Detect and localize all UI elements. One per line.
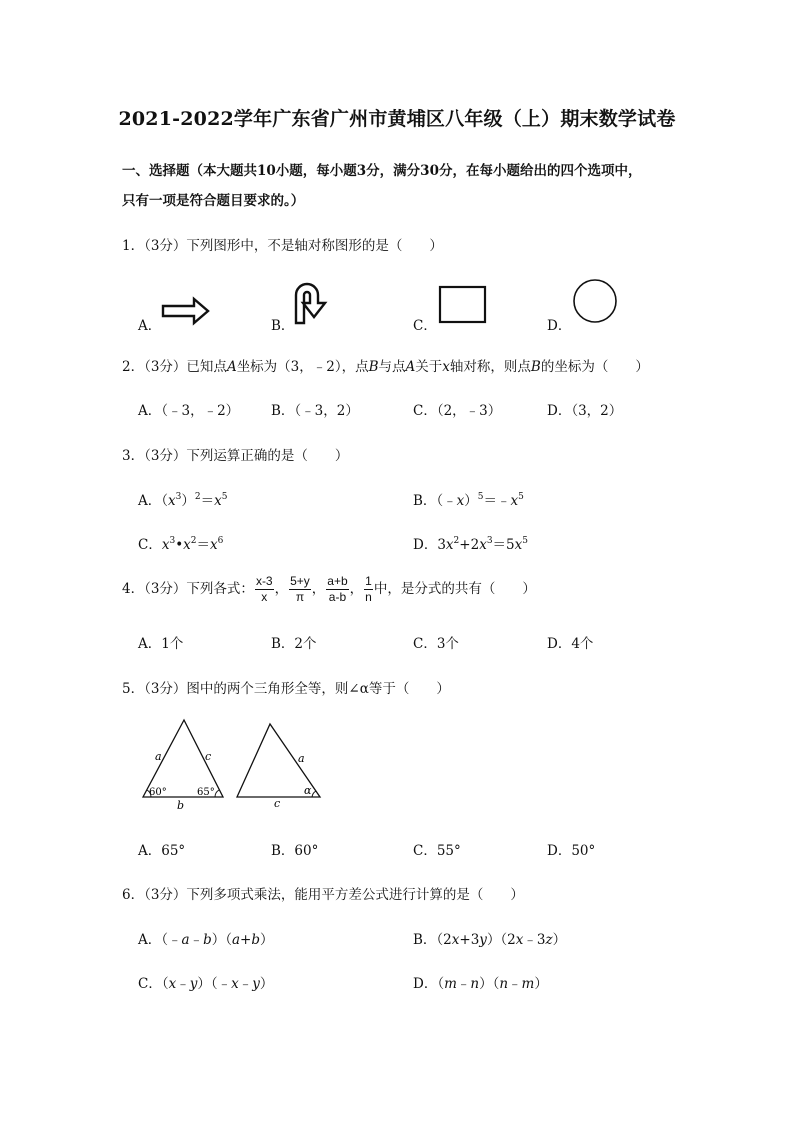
fraction-4: $\frac{1}{n}$	[365, 574, 372, 604]
rectangle-icon	[437, 284, 489, 326]
q3-option-c: C．$x^3•x^2=x^6$	[138, 536, 224, 553]
tri1-side-b: b	[177, 799, 185, 812]
circle-icon	[570, 277, 620, 327]
q2-option-a: A．（﹣3，﹣2）	[138, 403, 240, 419]
fraction-3: $\frac{a+b}{a-b}$	[327, 574, 348, 604]
q6-option-b: B．（2x+3y）（2x﹣3z）	[413, 932, 567, 948]
q4-option-d: D．4个	[547, 636, 594, 652]
q5-option-d: D．50°	[547, 843, 596, 859]
q2-option-d: D．（3，2）	[547, 403, 623, 419]
tri1-angle-left: 60°	[149, 787, 167, 798]
q3-option-d: D．$3x^2+2x^3=5x^5$	[413, 536, 528, 553]
q1-option-a-label: A．	[138, 318, 162, 334]
q4-option-b: B．2个	[271, 636, 317, 652]
q3-option-a: A．$(x^3)^2=x^5$	[138, 492, 228, 509]
u-turn-arrow-icon	[290, 279, 336, 329]
q6-option-a: A．（﹣a﹣b）（a+b）	[138, 932, 274, 948]
triangle-2	[237, 724, 320, 810]
q3-stem: 3．（3分）下列运算正确的是（ ）	[122, 448, 349, 464]
section-heading-line1: 一、选择题（本大题共10小题，每小题3分，满分30分，在每小题给出的四个选项中，	[122, 163, 642, 179]
tri2-side-a: a	[298, 752, 305, 765]
q6-option-c: C．（x﹣y）（﹣x﹣y）	[138, 976, 274, 992]
q6-option-d: D．（m﹣n）（n﹣m）	[413, 976, 548, 992]
q4-option-a: A．1个	[138, 636, 184, 652]
tri2-angle-alpha: α	[304, 784, 312, 797]
tri2-side-c: c	[274, 797, 281, 810]
q4-stem: 4．（3分）下列各式： $\frac{x-3}{x}$ ， $\frac{5+y}{\pi}$ ， $\frac{a+b}{a-b}$ ， $\frac{1}{n}$ 中，是分式的共有（ ）	[122, 574, 536, 604]
fraction-1: $\frac{x-3}{x}$	[255, 574, 273, 604]
q2-option-b: B．（﹣3，2）	[271, 403, 359, 419]
page-title: 2021-2022学年广东省广州市黄埔区八年级（上）期末数学试卷	[118, 108, 676, 130]
triangle-1	[143, 720, 223, 812]
tri1-side-c: c	[205, 750, 212, 763]
q5-option-b: B．60°	[271, 843, 319, 859]
q1-option-c-label: C．	[413, 318, 437, 334]
triangles-figure	[135, 714, 335, 814]
q5-option-c: C．55°	[413, 843, 461, 859]
q5-stem: 5．（3分）图中的两个三角形全等，则∠α等于（ ）	[122, 681, 450, 697]
arrow-icon	[160, 296, 212, 326]
q1-stem: 1．（3分）下列图形中，不是轴对称图形的是（ ）	[122, 238, 443, 254]
q1-option-b-label: B．	[271, 318, 295, 334]
tri1-side-a: a	[155, 750, 162, 763]
q1-option-d-label: D．	[547, 318, 572, 334]
tri1-angle-right: 65°	[197, 787, 215, 798]
q4-option-c: C．3个	[413, 636, 459, 652]
q6-stem: 6．（3分）下列多项式乘法，能用平方差公式进行计算的是（ ）	[122, 887, 524, 903]
fraction-2: $\frac{5+y}{\pi}$	[290, 574, 310, 604]
q2-stem: 2．（3分）已知点A坐标为（3，﹣2），点B与点A关于x轴对称，则点B的坐标为（ ）	[122, 359, 649, 375]
section-heading-line2: 只有一项是符合题目要求的。）	[122, 193, 305, 209]
q5-option-a: A．65°	[138, 843, 186, 859]
q3-option-b: B．$(﹣x)^5=﹣x^5$	[413, 492, 524, 509]
q2-option-c: C．（2，﹣3）	[413, 403, 502, 419]
